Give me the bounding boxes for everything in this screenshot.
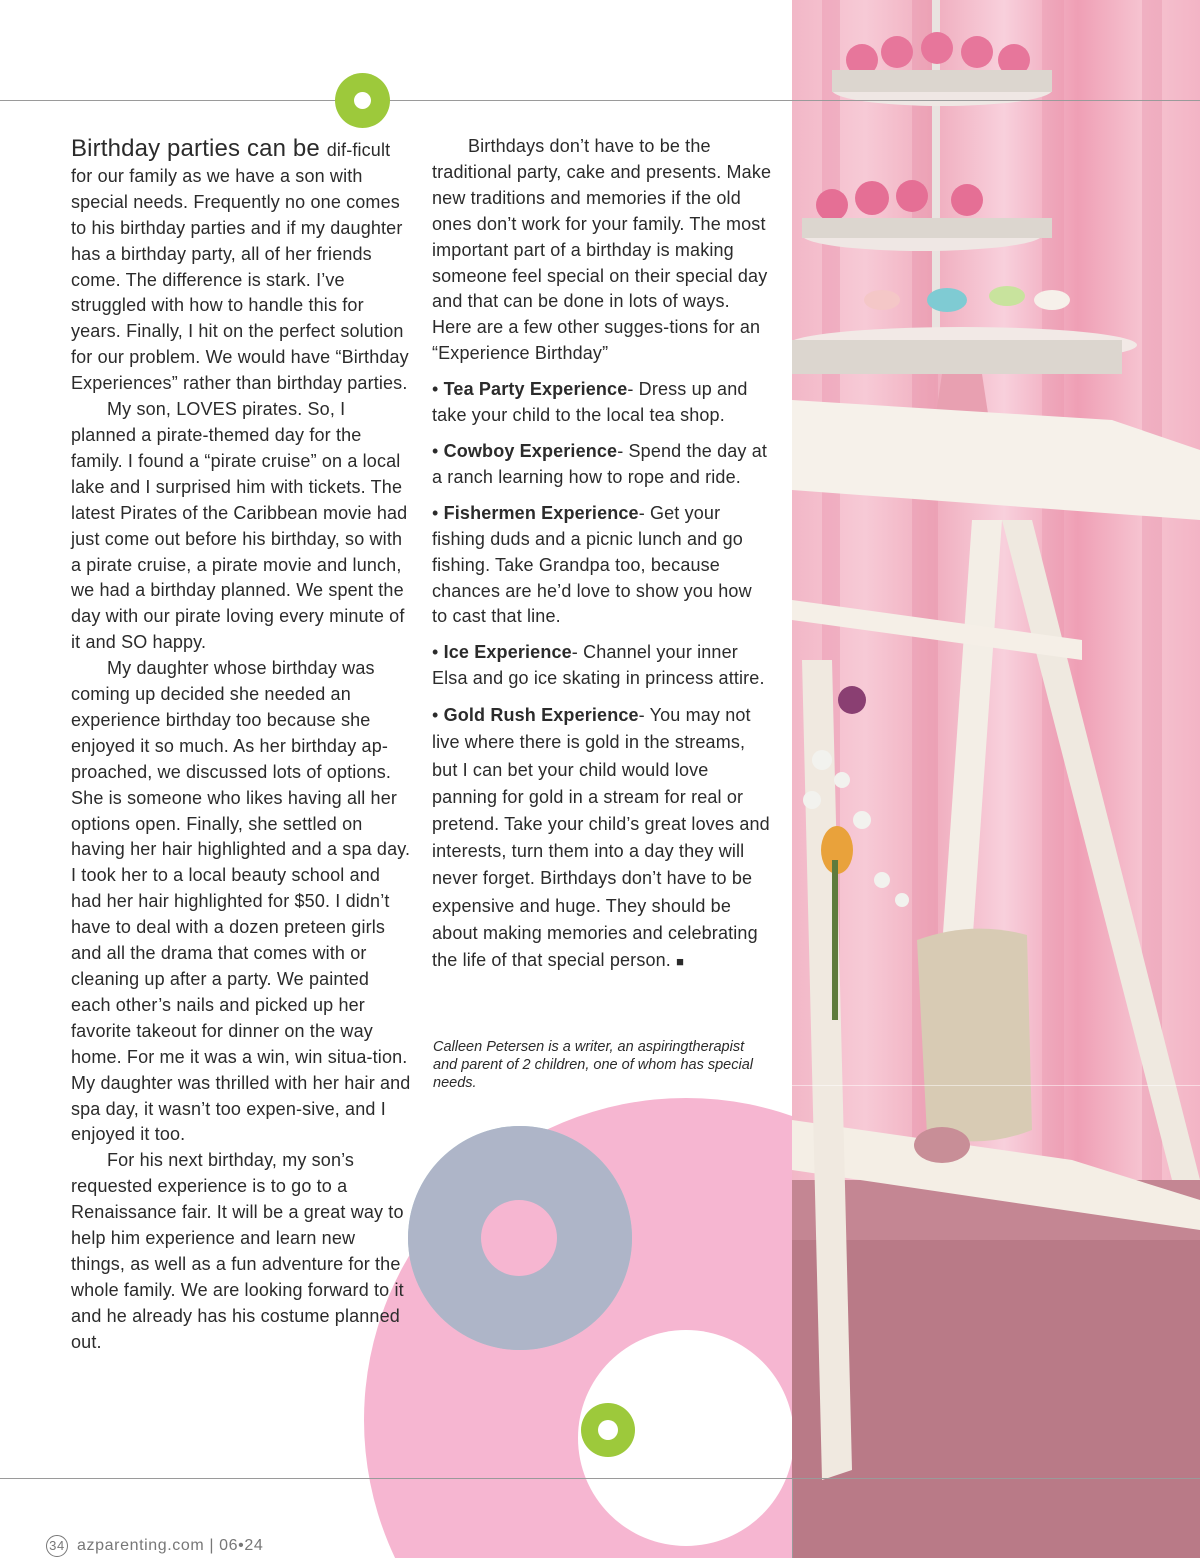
author-bio: Calleen Petersen is a writer, an aspiringtherapist and parent of 2 children, one of whom has special needs.: [433, 1039, 754, 1091]
paragraph-3: My daughter whose birthday was coming up decided she needed an experience birthday too because she enjoyed it so much. As her birthday ap-proached, we discussed lots of options. She is someone who likes having all her options open. Finally, she settled on having her hair highlighted and a spa day. I took her to a local beauty school and had her hair highlighted for $50. I didn’t have to deal with a dozen preteen girls and all the drama that comes with or cleaning up after a party. We painted each other’s nails and picked up her favorite takeout for dinner on the way home. For me it was a win, win situa-tion. My daughter was thrilled with her hair and spa day, it wasn’t too expen-sive, and I enjoyed it too.: [71, 658, 411, 1145]
bullet-fishermen: • Fishermen Experience- Get your fishing duds and a picnic lunch and go fishing. Take Grandpa too, because chances are he’d love to show you how to cast that line.: [432, 502, 752, 627]
party-photo: [792, 0, 1200, 1558]
photo-bottom-vrule: [792, 1478, 793, 1558]
bullet-cowboy: • Cowboy Experience- Spend the day at a ranch learning how to rope and ride.: [432, 440, 768, 487]
footer: [46, 1535, 263, 1557]
paragraph-2: My son, LOVES pirates. So, I planned a pirate-themed day for the family. I found a “pirate cruise” on a local lake and I surprised him with tickets. The latest Pirates of the Caribbean movie had just come out before his birthday, so with a pirate cruise, a pirate movie and lunch, we had a birthday planned. We spent the day with our pirate loving every minute of it and SO happy.: [71, 399, 408, 653]
green-circle-bottom-hole: [598, 1420, 618, 1440]
pink-center-dot: [481, 1200, 557, 1276]
bottom-rule: [0, 1478, 1200, 1479]
paragraph-1: Birthday parties can be dif-ficult for our family as we have a son with special needs. Frequently no one comes to his birthday parties and if my daughter has a birthday party, all of her friends come. The difference is stark. I’ve struggled with how to handle this for years. Finally, I hit on the perfect solution for our problem. We would have “Birthday Experiences” rather than birthday parties.: [71, 135, 409, 394]
bullet-tea-party: • Tea Party Experience- Dress up and take your child to the local tea shop.: [432, 379, 748, 426]
photo-rule: [792, 1085, 1200, 1086]
bullet-gold-rush: • Gold Rush Experience- You may not live where there is gold in the streams, but I can bet your child would love panning for gold in a stream for real or pretend. Take your child’s great loves and interests, turn them into a day they will never forget. Birthdays don’t have to be expensive and huge. They should be about making memories and celebrating the life of that special person. ■: [432, 705, 770, 970]
green-circle-top-hole: [354, 92, 371, 109]
paragraph-4: For his next birthday, my son’s requested experience is to go to a Renaissance fair. It will be a great way to help him experience and learn new things, as well as a fun adventure for the whole family. We are looking forward to it and he already has his costume planned out.: [71, 1150, 404, 1352]
article-column-2: [432, 134, 772, 975]
page-number: 34: [46, 1535, 68, 1557]
top-rule: [0, 100, 1200, 101]
bullet-ice: • Ice Experience- Channel your inner Elsa and go ice skating in princess attire.: [432, 642, 765, 689]
intro-paragraph: Birthdays don’t have to be the traditional party, cake and presents. Make new traditions and memories if the old ones don’t work for your family. The most important part of a birthday is making someone feel special on their special day and that can be done in lots of ways. Here are a few other sugges-tions for an “Experience Birthday”: [432, 136, 772, 364]
lead-in: Birthday parties can be: [71, 135, 327, 162]
end-mark: ■: [676, 953, 685, 969]
article-column-1: [71, 136, 411, 1356]
footer-site: azparenting.com | 06•24: [77, 1537, 264, 1555]
